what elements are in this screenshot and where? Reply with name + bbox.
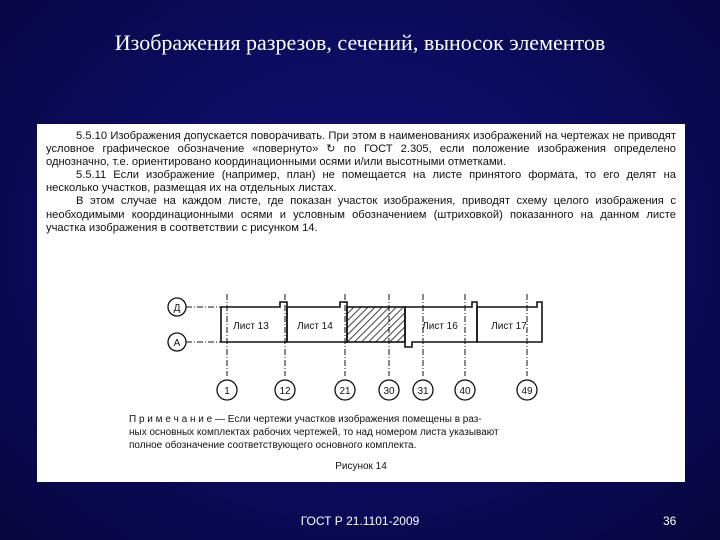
column-axis-21-label: 21	[339, 386, 351, 397]
column-axis-31-label: 31	[417, 386, 429, 397]
sheet-16-label: Лист 16	[422, 321, 458, 332]
column-axis-1-label: 1	[224, 386, 230, 397]
column-axis-12-label: 12	[279, 386, 291, 397]
column-axis-49	[517, 294, 537, 400]
paragraph-scheme: В этом случае на каждом листе, где показан участок изображения, приводят схему целого изображения с необходимыми координационными осями и условным обозначением (штриховкой) показанного на данном листе участка изображения в соответствии с рисунком 14.	[46, 195, 676, 234]
column-axis-12	[275, 294, 295, 400]
figure-note-line-1: П р и м е ч а н и е — Если чертежи участков изображения помещены в раз-	[129, 414, 482, 425]
document-text	[46, 130, 676, 235]
row-axis-a	[168, 333, 221, 351]
figure-note-line-2: ных основных комплектах рабочих чертежей, то над номером листа указывают	[129, 427, 499, 438]
figure-14	[37, 284, 685, 482]
paragraph-5-5-10: 5.5.10 Изображения допускается поворачивать. При этом в наименованиях изображений на чертежах не приводят условное графическое обозначение «повернуто» ↻ по ГОСТ 2.305, если положение изображения определено однозначно, т.е. ориентировано координационными осями и/или высотными отметками.	[46, 130, 676, 169]
column-axis-1	[217, 294, 237, 400]
column-axis-40-label: 40	[459, 386, 471, 397]
sheet-14-label: Лист 14	[297, 321, 333, 332]
sheet-13	[221, 302, 287, 342]
column-axis-31	[413, 294, 433, 400]
page-number: 36	[663, 514, 677, 528]
paragraph-5-5-11: 5.5.11 Если изображение (например, план) не помещается на листе принятого формата, то его делят на несколько участков, размещая их на отдельных листах.	[46, 169, 676, 195]
row-axis-a-label: А	[173, 338, 181, 349]
sheet-16	[405, 302, 477, 347]
footer-standard: ГОСТ Р 21.1101-2009	[300, 514, 420, 528]
sheet-hatched	[347, 307, 405, 342]
figure-caption: Рисунок 14	[335, 461, 387, 472]
sheet-13-label: Лист 13	[233, 321, 269, 332]
figure-note-line-3: полное обозначение соответствующего основного комплекта.	[129, 440, 417, 451]
row-axis-d	[168, 298, 221, 316]
column-axis-30-label: 30	[383, 386, 395, 397]
sheet-17-label: Лист 17	[491, 321, 527, 332]
sheet-14	[287, 302, 347, 342]
column-axis-49-label: 49	[521, 386, 533, 397]
sheet-17	[477, 302, 542, 342]
document-page	[37, 124, 685, 482]
slide-title: Изображения разрезов, сечений, выносок элементов	[114, 30, 606, 55]
column-axis-40	[455, 294, 475, 400]
row-axis-d-label: Д	[173, 303, 181, 314]
